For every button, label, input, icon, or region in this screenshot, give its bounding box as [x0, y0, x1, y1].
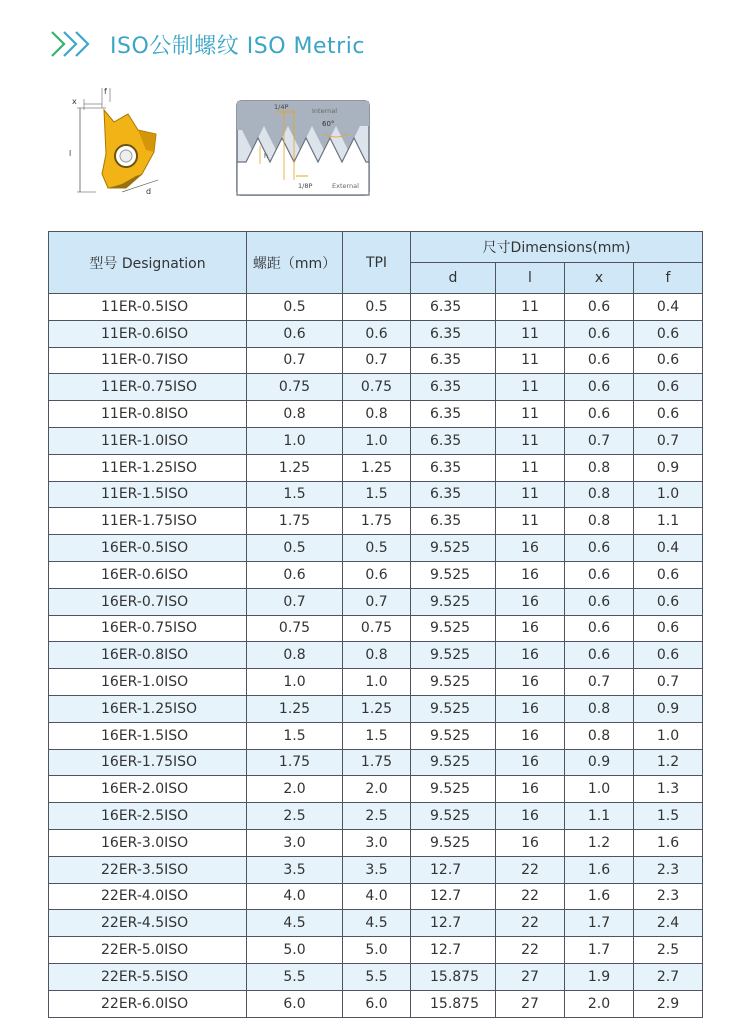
- tpi-cell: 0.75: [343, 374, 411, 401]
- d-cell: 6.35: [411, 320, 496, 347]
- pitch-cell: 0.8: [247, 642, 343, 669]
- tpi-cell: 4.5: [343, 910, 411, 937]
- designation-cell: 22ER-4.5ISO: [49, 910, 247, 937]
- pitch-cell: 0.7: [247, 588, 343, 615]
- d-cell: 9.525: [411, 615, 496, 642]
- x-cell: 0.6: [565, 588, 634, 615]
- d-cell: 9.525: [411, 829, 496, 856]
- f-cell: 0.6: [634, 374, 703, 401]
- f-cell: 2.4: [634, 910, 703, 937]
- tpi-cell: 1.5: [343, 481, 411, 508]
- d-cell: 9.525: [411, 535, 496, 562]
- tpi-cell: 0.8: [343, 401, 411, 428]
- table-row: [49, 695, 703, 722]
- x-cell: 0.6: [565, 615, 634, 642]
- x-cell: 1.1: [565, 803, 634, 830]
- designation-cell: 11ER-0.8ISO: [49, 401, 247, 428]
- triple-chevron-icon: [50, 26, 100, 62]
- f-cell: 2.3: [634, 856, 703, 883]
- table-row: [49, 856, 703, 883]
- l-cell: 16: [496, 776, 565, 803]
- table-row: [49, 937, 703, 964]
- f-cell: 0.6: [634, 561, 703, 588]
- thread-label-quarter-pitch: 1/4P: [274, 103, 289, 111]
- x-cell: 0.6: [565, 401, 634, 428]
- l-cell: 16: [496, 829, 565, 856]
- x-cell: 0.6: [565, 294, 634, 321]
- f-cell: 0.4: [634, 294, 703, 321]
- pitch-cell: 3.0: [247, 829, 343, 856]
- table-row: [49, 883, 703, 910]
- tpi-cell: 0.6: [343, 561, 411, 588]
- d-cell: 12.7: [411, 937, 496, 964]
- l-cell: 11: [496, 508, 565, 535]
- f-cell: 0.7: [634, 427, 703, 454]
- tpi-cell: 1.25: [343, 454, 411, 481]
- designation-cell: 16ER-2.0ISO: [49, 776, 247, 803]
- insert-label-l: l: [69, 149, 72, 158]
- pitch-cell: 4.5: [247, 910, 343, 937]
- x-cell: 1.0: [565, 776, 634, 803]
- l-cell: 27: [496, 990, 565, 1017]
- d-cell: 6.35: [411, 481, 496, 508]
- designation-cell: 16ER-1.25ISO: [49, 695, 247, 722]
- f-cell: 1.1: [634, 508, 703, 535]
- l-cell: 11: [496, 454, 565, 481]
- d-cell: 9.525: [411, 642, 496, 669]
- d-cell: 15.875: [411, 990, 496, 1017]
- pitch-cell: 4.0: [247, 883, 343, 910]
- pitch-cell: 1.75: [247, 508, 343, 535]
- header-l: l: [496, 263, 565, 294]
- designation-cell: 11ER-1.25ISO: [49, 454, 247, 481]
- tpi-cell: 0.7: [343, 347, 411, 374]
- l-cell: 11: [496, 320, 565, 347]
- tpi-cell: 1.0: [343, 427, 411, 454]
- designation-cell: 11ER-0.5ISO: [49, 294, 247, 321]
- tpi-cell: 3.5: [343, 856, 411, 883]
- designation-cell: 16ER-0.75ISO: [49, 615, 247, 642]
- designation-cell: 22ER-3.5ISO: [49, 856, 247, 883]
- table-row: [49, 722, 703, 749]
- designation-cell: 16ER-1.75ISO: [49, 749, 247, 776]
- f-cell: 0.6: [634, 347, 703, 374]
- header-f: f: [634, 263, 703, 294]
- designation-cell: 11ER-0.6ISO: [49, 320, 247, 347]
- designation-cell: 22ER-6.0ISO: [49, 990, 247, 1017]
- f-cell: 0.6: [634, 588, 703, 615]
- tpi-cell: 1.75: [343, 508, 411, 535]
- tpi-cell: 1.75: [343, 749, 411, 776]
- d-cell: 12.7: [411, 910, 496, 937]
- x-cell: 1.7: [565, 937, 634, 964]
- designation-cell: 16ER-2.5ISO: [49, 803, 247, 830]
- pitch-cell: 0.5: [247, 535, 343, 562]
- pitch-cell: 1.0: [247, 427, 343, 454]
- f-cell: 0.9: [634, 695, 703, 722]
- l-cell: 16: [496, 535, 565, 562]
- f-cell: 1.6: [634, 829, 703, 856]
- table-row: [49, 427, 703, 454]
- x-cell: 0.6: [565, 347, 634, 374]
- table-row: [49, 535, 703, 562]
- header-pitch: 螺距（mm）: [247, 232, 343, 294]
- x-cell: 1.6: [565, 883, 634, 910]
- table-row: [49, 508, 703, 535]
- tpi-cell: 2.5: [343, 803, 411, 830]
- designation-cell: 11ER-1.0ISO: [49, 427, 247, 454]
- pitch-cell: 1.5: [247, 722, 343, 749]
- header-x: x: [565, 263, 634, 294]
- designation-cell: 11ER-0.75ISO: [49, 374, 247, 401]
- d-cell: 6.35: [411, 347, 496, 374]
- l-cell: 22: [496, 883, 565, 910]
- header-designation: 型号 Designation: [49, 232, 247, 294]
- l-cell: 16: [496, 588, 565, 615]
- pitch-cell: 5.5: [247, 963, 343, 990]
- designation-cell: 16ER-0.5ISO: [49, 535, 247, 562]
- table-row: [49, 320, 703, 347]
- table-row: [49, 561, 703, 588]
- pitch-cell: 0.7: [247, 347, 343, 374]
- x-cell: 0.6: [565, 374, 634, 401]
- f-cell: 1.0: [634, 481, 703, 508]
- tpi-cell: 0.6: [343, 320, 411, 347]
- x-cell: 2.0: [565, 990, 634, 1017]
- f-cell: 2.5: [634, 937, 703, 964]
- table-row: [49, 776, 703, 803]
- f-cell: 1.2: [634, 749, 703, 776]
- table-row: [49, 347, 703, 374]
- l-cell: 22: [496, 910, 565, 937]
- x-cell: 1.6: [565, 856, 634, 883]
- pitch-cell: 1.0: [247, 669, 343, 696]
- x-cell: 1.2: [565, 829, 634, 856]
- tpi-cell: 1.5: [343, 722, 411, 749]
- d-cell: 9.525: [411, 561, 496, 588]
- designation-cell: 16ER-0.8ISO: [49, 642, 247, 669]
- header-dimensions: 尺寸Dimensions(mm): [411, 232, 703, 263]
- thread-label-angle: 60°: [322, 120, 335, 128]
- x-cell: 0.8: [565, 481, 634, 508]
- f-cell: 1.0: [634, 722, 703, 749]
- tpi-cell: 0.5: [343, 535, 411, 562]
- tpi-cell: 1.25: [343, 695, 411, 722]
- table-row: [49, 401, 703, 428]
- x-cell: 1.7: [565, 910, 634, 937]
- pitch-cell: 0.8: [247, 401, 343, 428]
- thread-label-internal: Internal: [312, 107, 338, 115]
- specification-table: [48, 231, 703, 1018]
- pitch-cell: 2.0: [247, 776, 343, 803]
- table-row: [49, 990, 703, 1017]
- tpi-cell: 2.0: [343, 776, 411, 803]
- x-cell: 0.9: [565, 749, 634, 776]
- f-cell: 0.6: [634, 642, 703, 669]
- l-cell: 11: [496, 401, 565, 428]
- thread-label-h: h: [264, 152, 269, 160]
- designation-cell: 11ER-0.7ISO: [49, 347, 247, 374]
- f-cell: 0.4: [634, 535, 703, 562]
- table-row: [49, 294, 703, 321]
- f-cell: 0.6: [634, 615, 703, 642]
- designation-cell: 16ER-1.5ISO: [49, 722, 247, 749]
- d-cell: 6.35: [411, 294, 496, 321]
- table-row: [49, 910, 703, 937]
- insert-label-d: d: [146, 187, 152, 196]
- d-cell: 6.35: [411, 374, 496, 401]
- pitch-cell: 1.25: [247, 695, 343, 722]
- d-cell: 9.525: [411, 669, 496, 696]
- pitch-cell: 6.0: [247, 990, 343, 1017]
- pitch-cell: 0.6: [247, 561, 343, 588]
- header-d: d: [411, 263, 496, 294]
- table-row: [49, 803, 703, 830]
- l-cell: 22: [496, 937, 565, 964]
- x-cell: 0.6: [565, 561, 634, 588]
- designation-cell: 16ER-0.7ISO: [49, 588, 247, 615]
- x-cell: 0.8: [565, 722, 634, 749]
- x-cell: 0.7: [565, 427, 634, 454]
- l-cell: 11: [496, 481, 565, 508]
- l-cell: 16: [496, 695, 565, 722]
- l-cell: 16: [496, 803, 565, 830]
- d-cell: 9.525: [411, 749, 496, 776]
- designation-cell: 16ER-3.0ISO: [49, 829, 247, 856]
- f-cell: 1.5: [634, 803, 703, 830]
- f-cell: 0.9: [634, 454, 703, 481]
- l-cell: 16: [496, 669, 565, 696]
- table-row: [49, 615, 703, 642]
- l-cell: 16: [496, 561, 565, 588]
- l-cell: 11: [496, 374, 565, 401]
- tpi-cell: 0.75: [343, 615, 411, 642]
- f-cell: 2.7: [634, 963, 703, 990]
- x-cell: 0.8: [565, 695, 634, 722]
- d-cell: 15.875: [411, 963, 496, 990]
- l-cell: 16: [496, 722, 565, 749]
- tpi-cell: 1.0: [343, 669, 411, 696]
- l-cell: 11: [496, 427, 565, 454]
- d-cell: 9.525: [411, 803, 496, 830]
- designation-cell: 11ER-1.75ISO: [49, 508, 247, 535]
- pitch-cell: 0.6: [247, 320, 343, 347]
- tpi-cell: 0.8: [343, 642, 411, 669]
- thread-label-eighth-pitch: 1/8P: [298, 182, 313, 190]
- tpi-cell: 5.5: [343, 963, 411, 990]
- tpi-cell: 3.0: [343, 829, 411, 856]
- designation-cell: 22ER-5.0ISO: [49, 937, 247, 964]
- d-cell: 6.35: [411, 401, 496, 428]
- table-row: [49, 963, 703, 990]
- designation-cell: 16ER-1.0ISO: [49, 669, 247, 696]
- tpi-cell: 0.5: [343, 294, 411, 321]
- table-row: [49, 749, 703, 776]
- pitch-cell: 1.5: [247, 481, 343, 508]
- designation-cell: 22ER-5.5ISO: [49, 963, 247, 990]
- l-cell: 16: [496, 615, 565, 642]
- d-cell: 12.7: [411, 856, 496, 883]
- page-header: [50, 22, 365, 66]
- l-cell: 11: [496, 347, 565, 374]
- tpi-cell: 0.7: [343, 588, 411, 615]
- table-row: [49, 454, 703, 481]
- page-title: ISO公制螺纹 ISO Metric: [110, 33, 365, 59]
- designation-cell: 22ER-4.0ISO: [49, 883, 247, 910]
- x-cell: 0.6: [565, 535, 634, 562]
- d-cell: 12.7: [411, 883, 496, 910]
- insert-label-x: x: [72, 97, 77, 106]
- d-cell: 9.525: [411, 776, 496, 803]
- designation-cell: 16ER-0.6ISO: [49, 561, 247, 588]
- f-cell: 0.7: [634, 669, 703, 696]
- f-cell: 0.6: [634, 401, 703, 428]
- l-cell: 11: [496, 294, 565, 321]
- thread-label-external: External: [332, 182, 359, 190]
- table-row: [49, 374, 703, 401]
- f-cell: 2.3: [634, 883, 703, 910]
- x-cell: 0.6: [565, 320, 634, 347]
- pitch-cell: 0.75: [247, 615, 343, 642]
- pitch-cell: 2.5: [247, 803, 343, 830]
- table-row: [49, 669, 703, 696]
- d-cell: 9.525: [411, 588, 496, 615]
- thread-profile-diagram: [236, 100, 370, 196]
- f-cell: 1.3: [634, 776, 703, 803]
- pitch-cell: 5.0: [247, 937, 343, 964]
- d-cell: 6.35: [411, 508, 496, 535]
- x-cell: 1.9: [565, 963, 634, 990]
- tpi-cell: 6.0: [343, 990, 411, 1017]
- l-cell: 22: [496, 856, 565, 883]
- l-cell: 16: [496, 749, 565, 776]
- d-cell: 9.525: [411, 722, 496, 749]
- d-cell: 6.35: [411, 427, 496, 454]
- f-cell: 0.6: [634, 320, 703, 347]
- d-cell: 6.35: [411, 454, 496, 481]
- pitch-cell: 0.75: [247, 374, 343, 401]
- table-row: [49, 829, 703, 856]
- x-cell: 0.8: [565, 454, 634, 481]
- pitch-cell: 3.5: [247, 856, 343, 883]
- table-row: [49, 481, 703, 508]
- pitch-cell: 1.75: [247, 749, 343, 776]
- pitch-cell: 1.25: [247, 454, 343, 481]
- x-cell: 0.8: [565, 508, 634, 535]
- l-cell: 16: [496, 642, 565, 669]
- header-tpi: TPI: [343, 232, 411, 294]
- table-row: [49, 588, 703, 615]
- designation-cell: 11ER-1.5ISO: [49, 481, 247, 508]
- table-body: [49, 294, 703, 1018]
- d-cell: 9.525: [411, 695, 496, 722]
- insert-diagram: [66, 84, 176, 204]
- table-row: [49, 642, 703, 669]
- pitch-cell: 0.5: [247, 294, 343, 321]
- insert-label-f: f: [104, 87, 107, 96]
- tpi-cell: 5.0: [343, 937, 411, 964]
- x-cell: 0.6: [565, 642, 634, 669]
- f-cell: 2.9: [634, 990, 703, 1017]
- x-cell: 0.7: [565, 669, 634, 696]
- l-cell: 27: [496, 963, 565, 990]
- tpi-cell: 4.0: [343, 883, 411, 910]
